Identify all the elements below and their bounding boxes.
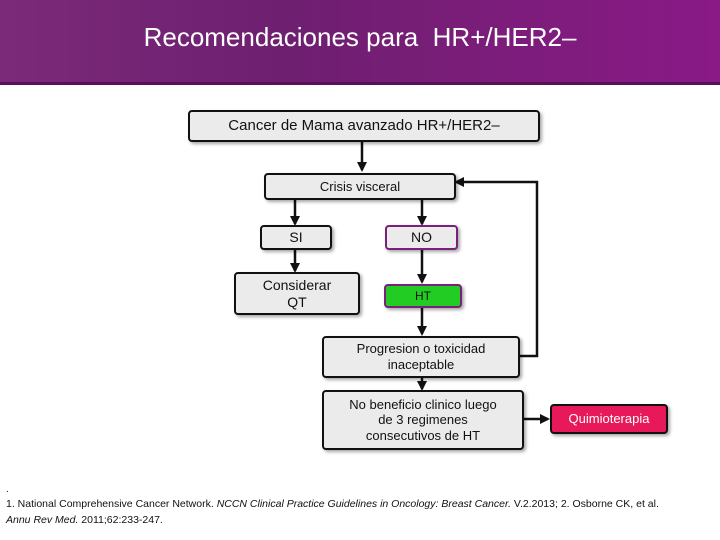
considerar-label-2: QT bbox=[287, 293, 307, 310]
ht-label: HT bbox=[415, 288, 431, 303]
progresion-box bbox=[322, 336, 520, 378]
ref-part-b: V.2.2013; 2. Osborne CK, et al. bbox=[511, 498, 659, 510]
root-box bbox=[188, 110, 540, 142]
nobeneficio-label-2: de 3 regimenes bbox=[378, 412, 468, 428]
no-box bbox=[385, 225, 458, 250]
considerar-label-1: Considerar bbox=[262, 276, 332, 293]
root-label: Cancer de Mama avanzado HR+/HER2– bbox=[228, 117, 500, 134]
progresion-label-2: inaceptable bbox=[387, 357, 455, 372]
title-banner bbox=[0, 0, 720, 85]
arrow-feedback-loop bbox=[456, 182, 537, 356]
quimioterapia-box bbox=[550, 404, 668, 434]
si-box bbox=[260, 225, 332, 250]
page-title: Recomendaciones para HR+/HER2– bbox=[143, 22, 577, 52]
ht-box bbox=[384, 284, 462, 308]
si-label: SI bbox=[289, 229, 303, 246]
ref-part-c-italic: Annu Rev Med. bbox=[6, 514, 79, 526]
quimio-label: Quimioterapia bbox=[568, 411, 650, 427]
no-beneficio-box bbox=[322, 390, 524, 450]
crisis-label: Crisis visceral bbox=[319, 178, 401, 194]
nobeneficio-label-1: No beneficio clinico luego bbox=[349, 396, 497, 412]
crisis-visceral-box bbox=[264, 173, 456, 200]
no-label: NO bbox=[411, 229, 432, 246]
ref-part-a: 1. National Comprehensive Cancer Network. bbox=[6, 498, 217, 510]
footer-dot: . bbox=[6, 484, 9, 495]
considerar-qt-box bbox=[234, 272, 360, 315]
ref-part-c: 2011;62:233-247. bbox=[78, 514, 163, 526]
nobeneficio-label-3: consecutivos de HT bbox=[365, 427, 481, 443]
ref-part-a-italic: NCCN Clinical Practice Guidelines in Oncology: Breast Cancer. bbox=[216, 498, 511, 510]
footer-references bbox=[6, 496, 706, 528]
progresion-label-1: Progresion o toxicidad bbox=[356, 341, 486, 357]
